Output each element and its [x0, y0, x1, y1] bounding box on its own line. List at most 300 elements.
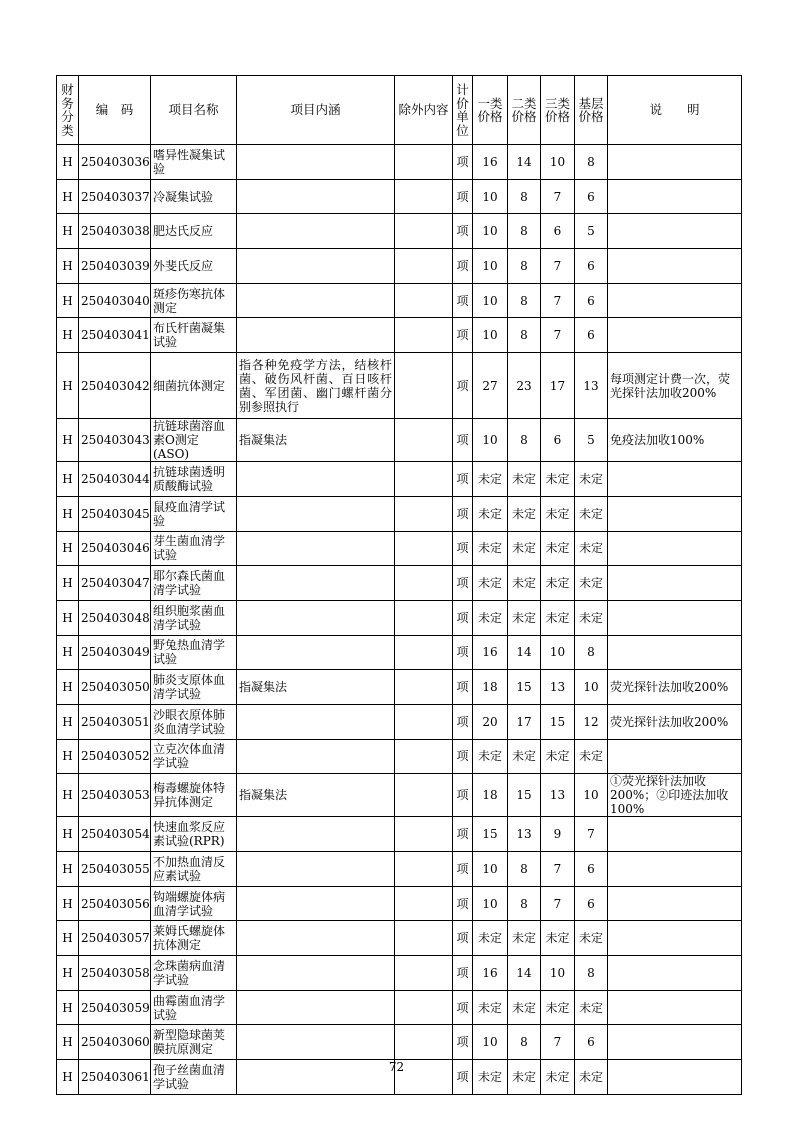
cell-exclusions [395, 566, 453, 601]
cell-price3: 13 [541, 670, 575, 705]
cell-content [237, 531, 395, 566]
cell-price1: 16 [473, 635, 508, 670]
cell-item-name: 抗链球菌溶血素O测定(ASO) [151, 419, 237, 462]
cell-note [608, 318, 742, 353]
cell-item-name: 细菌抗体测定 [151, 353, 237, 419]
cell-price3: 未定 [541, 600, 575, 635]
cell-price3: 未定 [541, 921, 575, 956]
cell-code: 250403046 [79, 531, 151, 566]
cell-note: 荧光探针法加收200% [608, 670, 742, 705]
cell-note: ①荧光探针法加收200%；②印迹法加收100% [608, 774, 742, 817]
cell-unit: 项 [453, 179, 473, 214]
cell-category: H [57, 921, 79, 956]
cell-price-base: 未定 [575, 566, 608, 601]
cell-item-name: 孢子丝菌血清学试验 [151, 1060, 237, 1095]
cell-note [608, 921, 742, 956]
cell-price3: 10 [541, 635, 575, 670]
cell-unit: 项 [453, 318, 473, 353]
cell-unit: 项 [453, 956, 473, 991]
header-content: 项目内涵 [237, 76, 395, 145]
cell-note [608, 852, 742, 887]
cell-note [608, 531, 742, 566]
cell-content [237, 214, 395, 249]
cell-category: H [57, 1060, 79, 1095]
cell-content [237, 249, 395, 284]
cell-price-base: 未定 [575, 531, 608, 566]
cell-price2: 15 [508, 774, 541, 817]
cell-price2: 8 [508, 1025, 541, 1060]
cell-content [237, 600, 395, 635]
cell-item-name: 莱姆氏螺旋体抗体测定 [151, 921, 237, 956]
cell-note [608, 600, 742, 635]
header-exclusions: 除外内容 [395, 76, 453, 145]
cell-content [237, 179, 395, 214]
cell-content [237, 739, 395, 774]
cell-unit: 项 [453, 635, 473, 670]
cell-price-base: 6 [575, 249, 608, 284]
cell-price3: 未定 [541, 496, 575, 531]
cell-category: H [57, 419, 79, 462]
cell-price1: 10 [473, 886, 508, 921]
cell-code: 250403050 [79, 670, 151, 705]
cell-content [237, 635, 395, 670]
cell-content [237, 283, 395, 318]
cell-code: 250403040 [79, 283, 151, 318]
cell-price-base: 未定 [575, 600, 608, 635]
cell-unit: 项 [453, 531, 473, 566]
cell-price2: 14 [508, 956, 541, 991]
cell-content [237, 886, 395, 921]
cell-price-base: 未定 [575, 496, 608, 531]
table-row [57, 318, 742, 353]
cell-code: 250403058 [79, 956, 151, 991]
cell-price1: 10 [473, 852, 508, 887]
header-code: 编 码 [79, 76, 151, 145]
cell-item-name: 嗜异性凝集试验 [151, 145, 237, 180]
table-row [57, 214, 742, 249]
cell-item-name: 斑疹伤寒抗体测定 [151, 283, 237, 318]
cell-item-name: 不加热血清反应素试验 [151, 852, 237, 887]
cell-category: H [57, 886, 79, 921]
cell-price2: 未定 [508, 496, 541, 531]
cell-code: 250403047 [79, 566, 151, 601]
cell-price1: 16 [473, 145, 508, 180]
cell-unit: 项 [453, 704, 473, 739]
cell-price3: 7 [541, 852, 575, 887]
cell-unit: 项 [453, 739, 473, 774]
cell-price2: 未定 [508, 921, 541, 956]
cell-price1: 未定 [473, 921, 508, 956]
cell-price1: 10 [473, 179, 508, 214]
cell-exclusions [395, 145, 453, 180]
cell-item-name: 布氏杆菌凝集试验 [151, 318, 237, 353]
cell-content [237, 318, 395, 353]
cell-content [237, 145, 395, 180]
cell-price2: 未定 [508, 566, 541, 601]
cell-price3: 7 [541, 283, 575, 318]
cell-price2: 8 [508, 886, 541, 921]
cell-price3: 7 [541, 886, 575, 921]
cell-price1: 未定 [473, 496, 508, 531]
cell-exclusions [395, 921, 453, 956]
cell-price-base: 未定 [575, 921, 608, 956]
cell-code: 250403057 [79, 921, 151, 956]
cell-item-name: 沙眼衣原体肺炎血清学试验 [151, 704, 237, 739]
cell-unit: 项 [453, 462, 473, 497]
cell-exclusions [395, 179, 453, 214]
cell-code: 250403045 [79, 496, 151, 531]
cell-code: 250403052 [79, 739, 151, 774]
cell-content [237, 462, 395, 497]
table-row [57, 956, 742, 991]
cell-price3: 未定 [541, 531, 575, 566]
cell-note [608, 249, 742, 284]
cell-unit: 项 [453, 852, 473, 887]
cell-exclusions [395, 886, 453, 921]
cell-category: H [57, 318, 79, 353]
cell-note [608, 990, 742, 1025]
header-note: 说 明 [608, 76, 742, 145]
cell-item-name: 立克次体血清学试验 [151, 739, 237, 774]
cell-price2: 未定 [508, 600, 541, 635]
cell-price-base: 8 [575, 956, 608, 991]
cell-note [608, 145, 742, 180]
cell-category: H [57, 670, 79, 705]
cell-unit: 项 [453, 990, 473, 1025]
header-price2: 二类价格 [508, 76, 541, 145]
cell-price2: 未定 [508, 990, 541, 1025]
cell-price-base: 未定 [575, 739, 608, 774]
table-row [57, 496, 742, 531]
cell-price-base: 6 [575, 179, 608, 214]
cell-price1: 未定 [473, 531, 508, 566]
cell-price1: 10 [473, 249, 508, 284]
cell-exclusions [395, 419, 453, 462]
cell-exclusions [395, 956, 453, 991]
cell-note [608, 956, 742, 991]
cell-content [237, 852, 395, 887]
cell-exclusions [395, 817, 453, 852]
table-row [57, 921, 742, 956]
table-row [57, 886, 742, 921]
table-row [57, 600, 742, 635]
cell-item-name: 野兔热血清学试验 [151, 635, 237, 670]
cell-category: H [57, 214, 79, 249]
cell-category: H [57, 145, 79, 180]
header-name: 项目名称 [151, 76, 237, 145]
cell-price-base: 未定 [575, 462, 608, 497]
cell-content [237, 566, 395, 601]
cell-category: H [57, 353, 79, 419]
cell-exclusions [395, 353, 453, 419]
cell-price3: 7 [541, 249, 575, 284]
table-row [57, 817, 742, 852]
cell-unit: 项 [453, 249, 473, 284]
cell-unit: 项 [453, 817, 473, 852]
table-header-row [57, 76, 742, 145]
cell-price2: 14 [508, 145, 541, 180]
cell-price3: 未定 [541, 566, 575, 601]
cell-unit: 项 [453, 921, 473, 956]
cell-item-name: 鼠疫血清学试验 [151, 496, 237, 531]
cell-price2: 8 [508, 318, 541, 353]
cell-price2: 未定 [508, 462, 541, 497]
cell-exclusions [395, 990, 453, 1025]
cell-item-name: 曲霉菌血清学试验 [151, 990, 237, 1025]
cell-category: H [57, 496, 79, 531]
cell-item-name: 钩端螺旋体病血清学试验 [151, 886, 237, 921]
cell-price3: 7 [541, 179, 575, 214]
cell-price-base: 未定 [575, 990, 608, 1025]
cell-price1: 未定 [473, 566, 508, 601]
cell-code: 250403051 [79, 704, 151, 739]
cell-code: 250403060 [79, 1025, 151, 1060]
cell-code: 250403055 [79, 852, 151, 887]
cell-price1: 未定 [473, 990, 508, 1025]
cell-price3: 13 [541, 774, 575, 817]
table-row [57, 179, 742, 214]
cell-price3: 未定 [541, 462, 575, 497]
cell-item-name: 芽生菌血清学试验 [151, 531, 237, 566]
cell-note: 每项测定计费一次，荧光探针法加收200% [608, 353, 742, 419]
cell-exclusions [395, 852, 453, 887]
cell-price3: 未定 [541, 739, 575, 774]
cell-category: H [57, 739, 79, 774]
cell-price1: 10 [473, 1025, 508, 1060]
cell-code: 250403037 [79, 179, 151, 214]
cell-category: H [57, 566, 79, 601]
cell-price-base: 5 [575, 419, 608, 462]
cell-price-base: 10 [575, 670, 608, 705]
cell-item-name: 梅毒螺旋体特异抗体测定 [151, 774, 237, 817]
cell-unit: 项 [453, 566, 473, 601]
cell-unit: 项 [453, 886, 473, 921]
cell-price1: 20 [473, 704, 508, 739]
cell-price2: 未定 [508, 1060, 541, 1095]
header-price3: 三类价格 [541, 76, 575, 145]
cell-price3: 15 [541, 704, 575, 739]
cell-category: H [57, 249, 79, 284]
cell-price1: 10 [473, 283, 508, 318]
cell-category: H [57, 817, 79, 852]
cell-content: 指凝集法 [237, 670, 395, 705]
cell-price1: 10 [473, 419, 508, 462]
cell-item-name: 念珠菌病血清学试验 [151, 956, 237, 991]
cell-price2: 未定 [508, 531, 541, 566]
header-price-base: 基层价格 [575, 76, 608, 145]
cell-price2: 13 [508, 817, 541, 852]
cell-item-name: 新型隐球菌荚膜抗原测定 [151, 1025, 237, 1060]
cell-price1: 27 [473, 353, 508, 419]
cell-price3: 6 [541, 419, 575, 462]
cell-code: 250403053 [79, 774, 151, 817]
cell-content [237, 921, 395, 956]
fee-table [56, 75, 742, 1095]
cell-item-name: 外斐氏反应 [151, 249, 237, 284]
cell-code: 250403041 [79, 318, 151, 353]
cell-note [608, 462, 742, 497]
cell-exclusions [395, 670, 453, 705]
cell-category: H [57, 1025, 79, 1060]
cell-price-base: 未定 [575, 1060, 608, 1095]
cell-price1: 未定 [473, 600, 508, 635]
cell-price2: 14 [508, 635, 541, 670]
cell-exclusions [395, 704, 453, 739]
cell-exclusions [395, 739, 453, 774]
cell-item-name: 耶尔森氏菌血清学试验 [151, 566, 237, 601]
table-row [57, 1025, 742, 1060]
cell-content: 指各种免疫学方法，结核杆菌、破伤风杆菌、百日咳杆菌、军团菌、幽门螺杆菌分别参照执行 [237, 353, 395, 419]
cell-price1: 未定 [473, 739, 508, 774]
cell-code: 250403049 [79, 635, 151, 670]
cell-code: 250403056 [79, 886, 151, 921]
cell-category: H [57, 531, 79, 566]
cell-price1: 18 [473, 774, 508, 817]
cell-unit: 项 [453, 496, 473, 531]
table-row [57, 635, 742, 670]
cell-code: 250403061 [79, 1060, 151, 1095]
cell-price3: 7 [541, 1025, 575, 1060]
cell-note: 荧光探针法加收200% [608, 704, 742, 739]
cell-price2: 8 [508, 249, 541, 284]
cell-item-name: 组织胞浆菌血清学试验 [151, 600, 237, 635]
cell-price1: 18 [473, 670, 508, 705]
cell-category: H [57, 600, 79, 635]
cell-unit: 项 [453, 283, 473, 318]
cell-exclusions [395, 462, 453, 497]
cell-price2: 8 [508, 852, 541, 887]
cell-category: H [57, 774, 79, 817]
table-row [57, 283, 742, 318]
cell-price3: 9 [541, 817, 575, 852]
cell-price1: 未定 [473, 1060, 508, 1095]
cell-item-name: 肺炎支原体血清学试验 [151, 670, 237, 705]
cell-item-name: 抗链球菌透明质酸酶试验 [151, 462, 237, 497]
cell-price-base: 12 [575, 704, 608, 739]
cell-exclusions [395, 1025, 453, 1060]
cell-category: H [57, 990, 79, 1025]
table-row [57, 739, 742, 774]
cell-code: 250403048 [79, 600, 151, 635]
cell-price3: 10 [541, 145, 575, 180]
cell-category: H [57, 283, 79, 318]
cell-price-base: 10 [575, 774, 608, 817]
cell-price2: 8 [508, 179, 541, 214]
cell-price1: 10 [473, 318, 508, 353]
cell-unit: 项 [453, 1060, 473, 1095]
cell-note [608, 283, 742, 318]
cell-exclusions [395, 531, 453, 566]
cell-code: 250403038 [79, 214, 151, 249]
cell-category: H [57, 462, 79, 497]
cell-category: H [57, 635, 79, 670]
cell-note: 免疫法加收100% [608, 419, 742, 462]
table-row [57, 419, 742, 462]
page-number: 72 [388, 1060, 405, 1074]
table-row [57, 145, 742, 180]
cell-code: 250403039 [79, 249, 151, 284]
cell-note [608, 566, 742, 601]
cell-code: 250403054 [79, 817, 151, 852]
cell-note [608, 214, 742, 249]
cell-exclusions [395, 496, 453, 531]
table-row [57, 531, 742, 566]
cell-price3: 未定 [541, 1060, 575, 1095]
cell-category: H [57, 852, 79, 887]
cell-price-base: 8 [575, 145, 608, 180]
cell-content [237, 990, 395, 1025]
table-row [57, 990, 742, 1025]
cell-category: H [57, 956, 79, 991]
cell-code: 250403042 [79, 353, 151, 419]
cell-content [237, 817, 395, 852]
cell-note [608, 817, 742, 852]
cell-code: 250403036 [79, 145, 151, 180]
cell-price3: 17 [541, 353, 575, 419]
cell-code: 250403044 [79, 462, 151, 497]
table-row [57, 670, 742, 705]
cell-content: 指凝集法 [237, 774, 395, 817]
cell-exclusions [395, 283, 453, 318]
cell-exclusions [395, 318, 453, 353]
cell-price-base: 7 [575, 817, 608, 852]
cell-note [608, 496, 742, 531]
cell-price3: 10 [541, 956, 575, 991]
cell-price-base: 5 [575, 214, 608, 249]
cell-price-base: 6 [575, 852, 608, 887]
table-row [57, 249, 742, 284]
cell-price2: 未定 [508, 739, 541, 774]
cell-price3: 6 [541, 214, 575, 249]
cell-content: 指凝集法 [237, 419, 395, 462]
cell-price-base: 8 [575, 635, 608, 670]
cell-unit: 项 [453, 419, 473, 462]
cell-price2: 23 [508, 353, 541, 419]
cell-content [237, 496, 395, 531]
cell-exclusions [395, 600, 453, 635]
cell-exclusions [395, 774, 453, 817]
cell-item-name: 冷凝集试验 [151, 179, 237, 214]
cell-item-name: 肥达氏反应 [151, 214, 237, 249]
header-unit: 计价单位 [453, 76, 473, 145]
cell-price1: 未定 [473, 462, 508, 497]
table-row [57, 566, 742, 601]
cell-price1: 10 [473, 214, 508, 249]
header-price1: 一类价格 [473, 76, 508, 145]
cell-exclusions [395, 249, 453, 284]
cell-price-base: 6 [575, 318, 608, 353]
cell-item-name: 快速血浆反应素试验(RPR) [151, 817, 237, 852]
cell-unit: 项 [453, 1025, 473, 1060]
cell-category: H [57, 179, 79, 214]
header-category: 财务分类 [57, 76, 79, 145]
table-row [57, 704, 742, 739]
cell-price1: 16 [473, 956, 508, 991]
cell-unit: 项 [453, 670, 473, 705]
cell-exclusions [395, 635, 453, 670]
cell-exclusions [395, 214, 453, 249]
table-row [57, 462, 742, 497]
cell-price2: 8 [508, 214, 541, 249]
cell-category: H [57, 704, 79, 739]
cell-unit: 项 [453, 214, 473, 249]
cell-price2: 15 [508, 670, 541, 705]
cell-content [237, 956, 395, 991]
cell-content [237, 1025, 395, 1060]
cell-unit: 项 [453, 353, 473, 419]
cell-code: 250403059 [79, 990, 151, 1025]
cell-note [608, 179, 742, 214]
